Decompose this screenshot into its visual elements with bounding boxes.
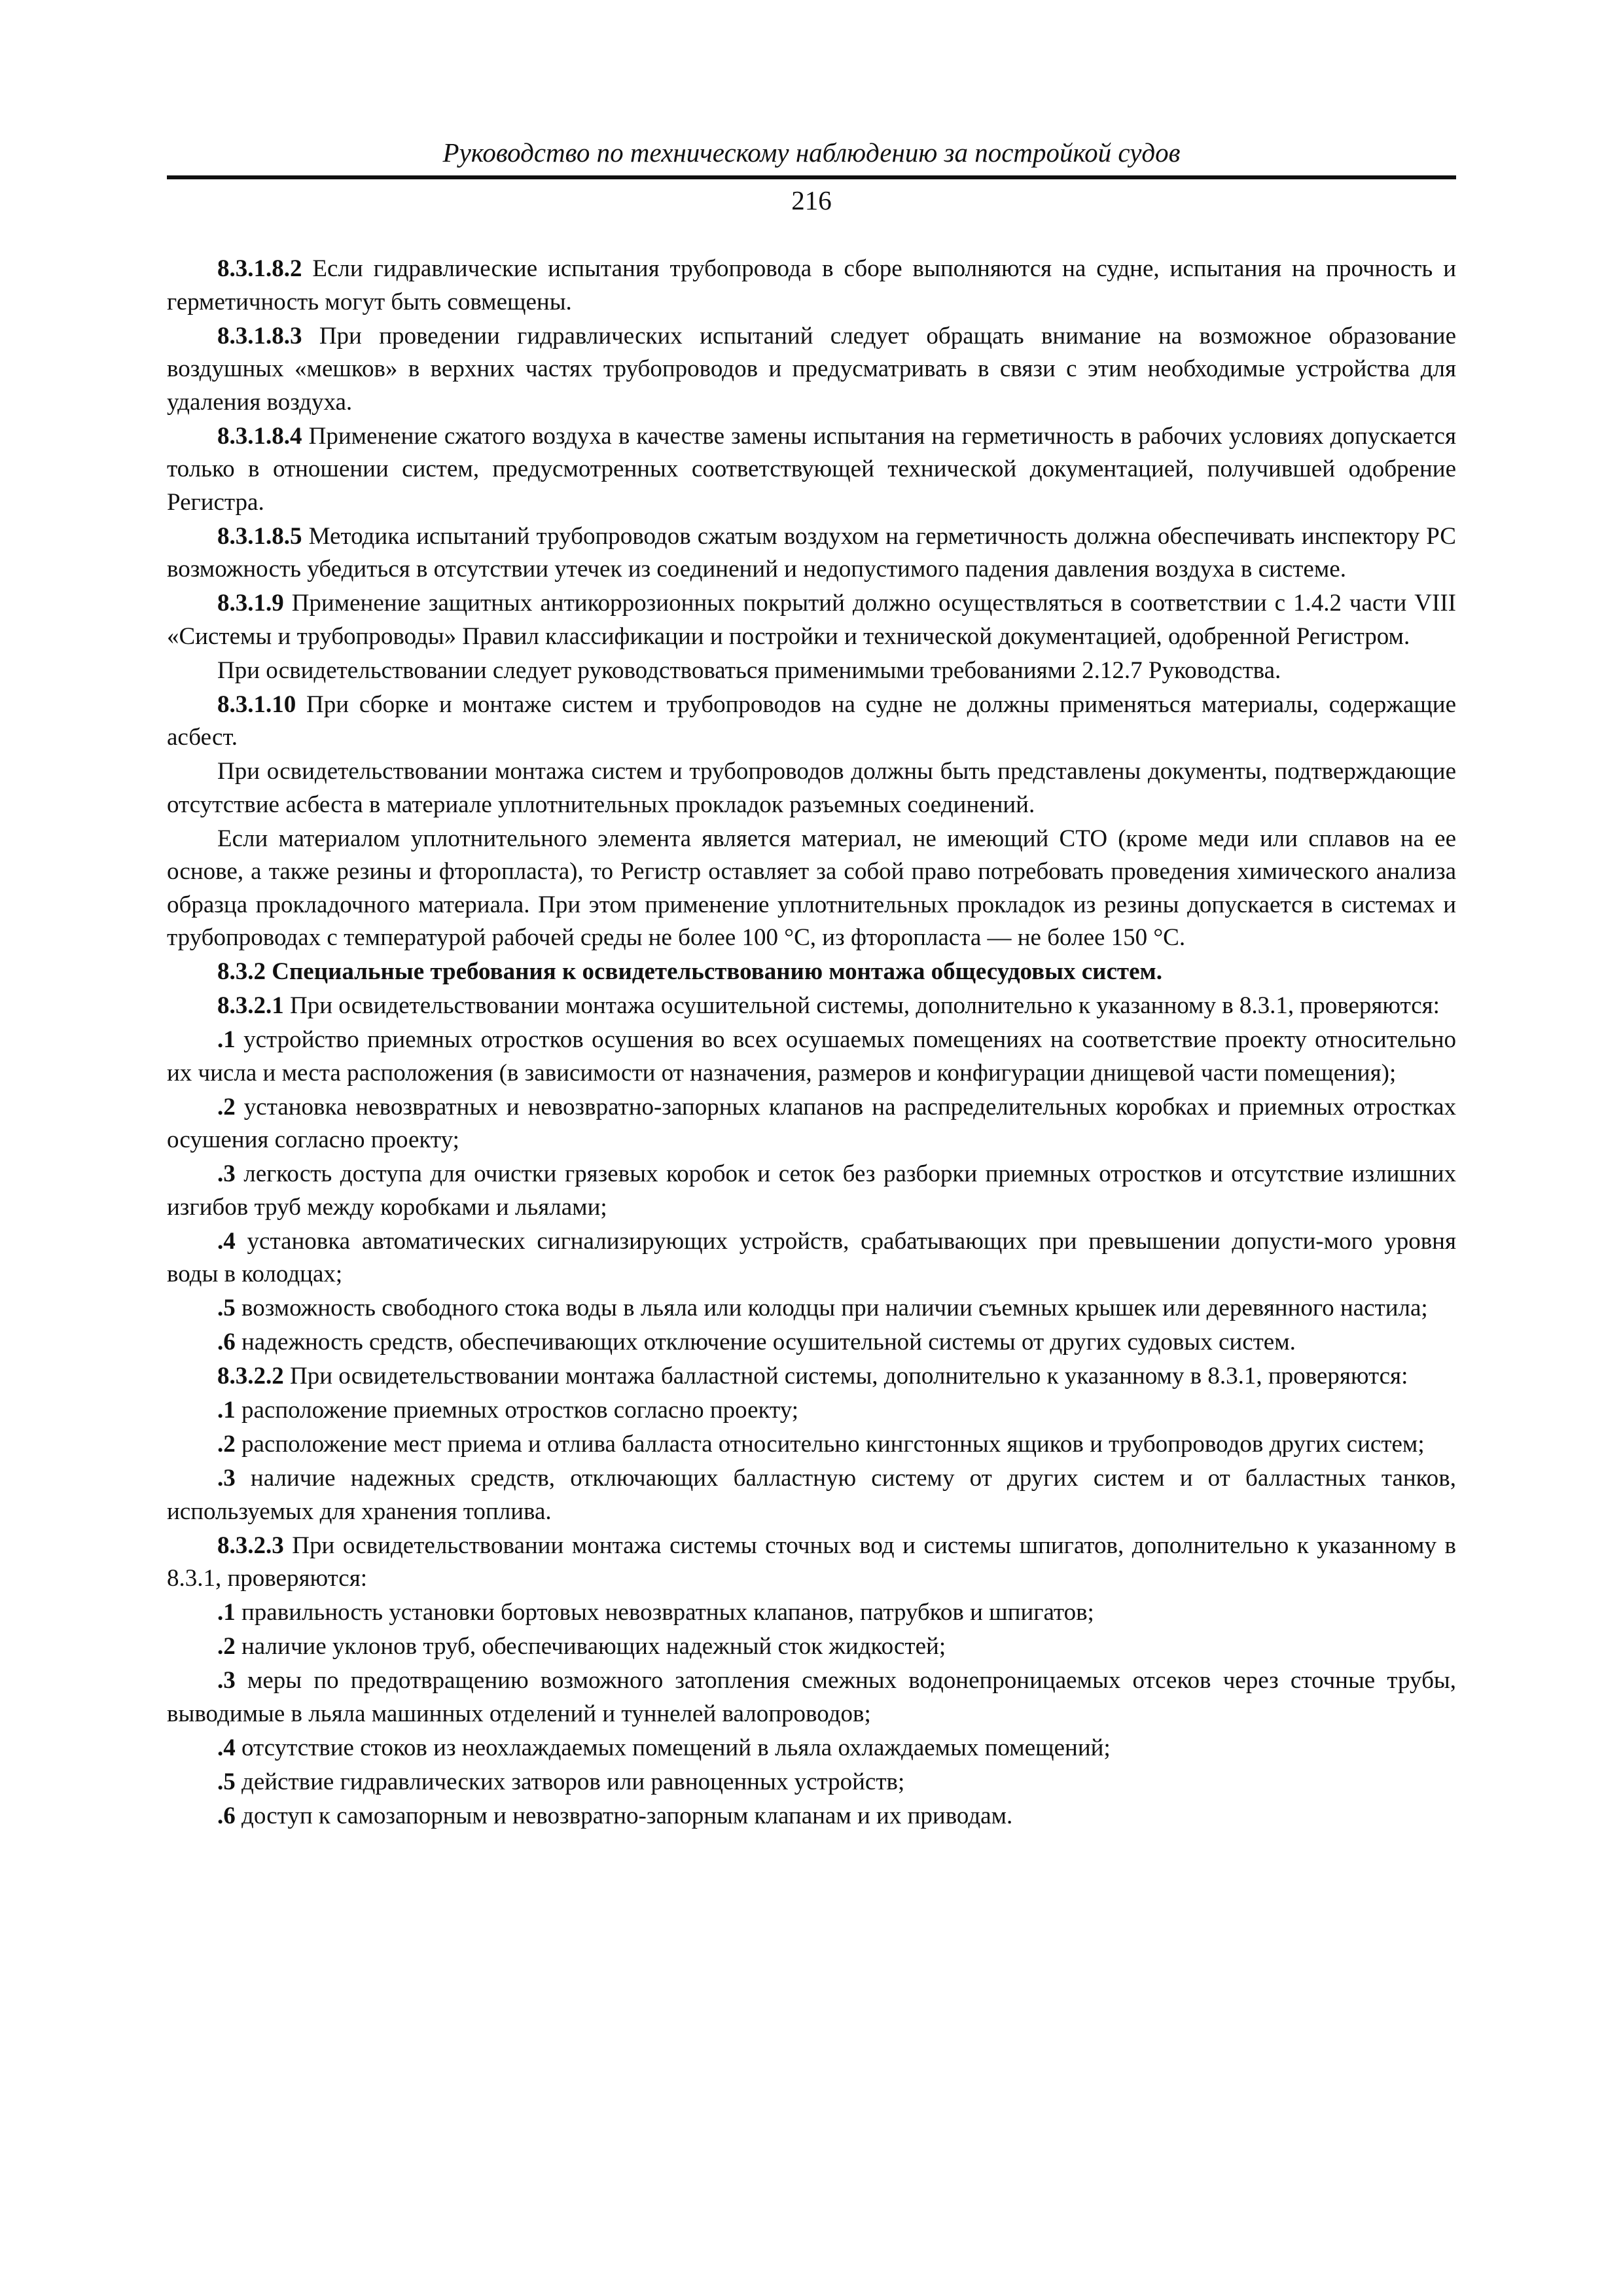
header-rule	[167, 175, 1456, 179]
list-item-text: отсутствие стоков из неохлаждаемых помещений в льяла охлаждаемых помещений;	[235, 1734, 1111, 1761]
list-item	[167, 1024, 1456, 1090]
clause-number: 8.3.2.1	[217, 992, 284, 1019]
paragraph-8-3-1-8-4	[167, 420, 1456, 520]
list-item-number: .1	[217, 1397, 236, 1424]
list-item-text: действие гидравлических затворов или равноценных устройств;	[235, 1768, 905, 1795]
list-item-text: наличие уклонов труб, обеспечивающих надежный сток жидкостей;	[235, 1633, 946, 1660]
clause-number: 8.3.1.10	[217, 691, 296, 718]
paragraph-text-block	[167, 655, 1456, 688]
list-item-number: .3	[217, 1160, 236, 1187]
list-item-number: .3	[217, 1667, 236, 1694]
list-item	[167, 1091, 1456, 1157]
list-item-number: .2	[217, 1633, 236, 1660]
list-item	[167, 1732, 1456, 1765]
document-body	[167, 253, 1456, 1834]
clause-number: 8.3.1.8.3	[217, 322, 302, 350]
list-item	[167, 1158, 1456, 1224]
paragraph-8-3-1-8-5	[167, 520, 1456, 586]
paragraph-text: Применение сжатого воздуха в качестве замены испытания на герметичность в рабочих условиях допускается только в отношении систем, предусмотренных соответствующей технической документацией, получившей одобрение Регистра.	[167, 422, 1456, 516]
paragraph-text: Если материалом уплотнительного элемента является материал, не имеющий СТО (кроме меди или сплавов на ее основе, а также резины и фторопласта), то Регистр оставляет за собой право потребовать проведения химического анализа образца прокладочного материала. При этом применение уплотнительных прокладок из резины допускается в системах и трубопроводах с температурой рабочей среды не более 100 °С, из фторопласта — не более 150 °С.	[167, 825, 1456, 951]
clause-number: 8.3.2	[217, 958, 266, 985]
section-heading-8-3-2	[167, 956, 1456, 989]
paragraph-text: Методика испытаний трубопроводов сжатым воздухом на герметичность должна обеспечивать инспектору РС возможность убедиться в отсутствии утечек из соединений и недопустимого падения давления воздуха в системе.	[167, 522, 1456, 583]
list-item-text: наличие надежных средств, отключающих балластную систему от других систем и от балластных танков, используемых для хранения топлива.	[167, 1465, 1456, 1525]
paragraph-text-block	[167, 755, 1456, 821]
running-header: Руководство по техническому наблюдению за постройкой судов	[442, 137, 1181, 168]
list-item-text: надежность средств, обеспечивающих отключение осушительной системы от других судовых систем.	[235, 1329, 1296, 1355]
paragraph-8-3-1-10	[167, 689, 1456, 755]
clause-number: 8.3.2.2	[217, 1363, 284, 1390]
paragraph-text: При сборке и монтаже систем и трубопроводов на судне не должны применяться материалы, содержащие асбест.	[167, 691, 1456, 751]
list-item-text: легкость доступа для очистки грязевых коробок и сеток без разборки приемных отростков и отсутствие излишних изгибов труб между коробками и льялами;	[167, 1160, 1456, 1221]
heading-text: Специальные требования к освидетельствованию монтажа общесудовых систем.	[266, 958, 1162, 985]
paragraph-8-3-2-2	[167, 1360, 1456, 1393]
list-item	[167, 1596, 1456, 1630]
list-item-text: доступ к самозапорным и невозвратно-запорным клапанам и их приводам.	[235, 1802, 1013, 1829]
list-item	[167, 1326, 1456, 1359]
list-item	[167, 1766, 1456, 1799]
paragraph-text: При освидетельствовании монтажа систем и трубопроводов должны быть представлены документы, подтверждающие отсутствие асбеста в материале уплотнительных прокладок разъемных соединений.	[167, 758, 1456, 818]
clause-number: 8.3.1.8.4	[217, 422, 302, 450]
list-item-number: .1	[217, 1599, 236, 1626]
paragraph-8-3-1-9	[167, 587, 1456, 653]
list-item-number: .6	[217, 1802, 236, 1829]
paragraph-8-3-1-8-3	[167, 320, 1456, 420]
list-item-text: правильность установки бортовых невозвратных клапанов, патрубков и шпигатов;	[235, 1599, 1094, 1626]
paragraph-text: При освидетельствовании следует руководствоваться применимыми требованиями 2.12.7 Руководства.	[217, 656, 1281, 684]
list-item	[167, 1664, 1456, 1731]
list-item-text: устройство приемных отростков осушения во всех осушаемых помещениях на соответствие проекту относительно их числа и места расположения (в зависимости от назначения, размеров и конфигурации днищевой части помещения);	[167, 1026, 1456, 1086]
paragraph-8-3-1-8-2	[167, 253, 1456, 319]
paragraph-8-3-2-3	[167, 1530, 1456, 1596]
list-item-text: расположение мест приема и отлива балласта относительно кингстонных ящиков и трубопроводов других систем;	[235, 1431, 1425, 1458]
list-item-number: .2	[217, 1093, 236, 1121]
paragraph-8-3-2-1	[167, 990, 1456, 1023]
clause-number: 8.3.1.9	[217, 590, 284, 617]
paragraph-text-block	[167, 823, 1456, 955]
list-item	[167, 1394, 1456, 1427]
list-item-number: .6	[217, 1329, 236, 1355]
list-item-number: .3	[217, 1465, 236, 1492]
paragraph-text: При проведении гидравлических испытаний следует обращать внимание на возможное образование воздушных «мешков» в верхних частях трубопроводов и предусматривать в связи с этим необходимые устройства для удаления воздуха.	[167, 322, 1456, 416]
paragraph-text: Применение защитных антикоррозионных покрытий должно осуществляться в соответствии с 1.4.2 части VIII «Системы и трубопроводы» Правил классификации и постройки и технической документацией, одобренной Регистром.	[167, 590, 1456, 650]
paragraph-text: При освидетельствовании монтажа осушительной системы, дополнительно к указанному в 8.3.1, проверяются:	[283, 992, 1440, 1019]
list-item-number: .1	[217, 1026, 236, 1053]
page-number: 216	[791, 185, 832, 215]
list-item-number: .4	[217, 1734, 236, 1761]
list-item-number: .5	[217, 1295, 236, 1321]
list-item	[167, 1225, 1456, 1291]
list-item	[167, 1800, 1456, 1833]
list-item-text: меры по предотвращению возможного затопления смежных водонепроницаемых отсеков через сточные трубы, выводимые в льяла машинных отделений и туннелей валопроводов;	[167, 1667, 1456, 1727]
list-item	[167, 1428, 1456, 1462]
list-item-text: расположение приемных отростков согласно проекту;	[235, 1397, 798, 1424]
list-item-number: .5	[217, 1768, 236, 1795]
clause-number: 8.3.2.3	[217, 1532, 284, 1559]
list-item-text: установка автоматических сигнализирующих устройств, срабатывающих при превышении допусти-мого уровня воды в колодцах;	[167, 1227, 1456, 1287]
list-item	[167, 1292, 1456, 1325]
list-item-text: установка невозвратных и невозвратно-запорных клапанов на распределительных коробках и приемных отростках осушения согласно проекту;	[167, 1093, 1456, 1153]
paragraph-text: При освидетельствовании монтажа системы сточных вод и системы шпигатов, дополнительно к указанному в 8.3.1, проверяются:	[167, 1532, 1456, 1592]
list-item	[167, 1630, 1456, 1664]
list-item-number: .2	[217, 1431, 236, 1458]
clause-number: 8.3.1.8.2	[217, 255, 302, 282]
list-item-text: возможность свободного стока воды в льяла или колодцы при наличии съемных крышек или деревянного настила;	[235, 1295, 1428, 1321]
paragraph-text: Если гидравлические испытания трубопровода в сборе выполняются на судне, испытания на прочность и герметичность могут быть совмещены.	[167, 255, 1456, 315]
list-item-number: .4	[217, 1227, 236, 1255]
clause-number: 8.3.1.8.5	[217, 522, 302, 550]
list-item	[167, 1462, 1456, 1528]
paragraph-text: При освидетельствовании монтажа балластной системы, дополнительно к указанному в 8.3.1, проверяются:	[283, 1363, 1408, 1390]
